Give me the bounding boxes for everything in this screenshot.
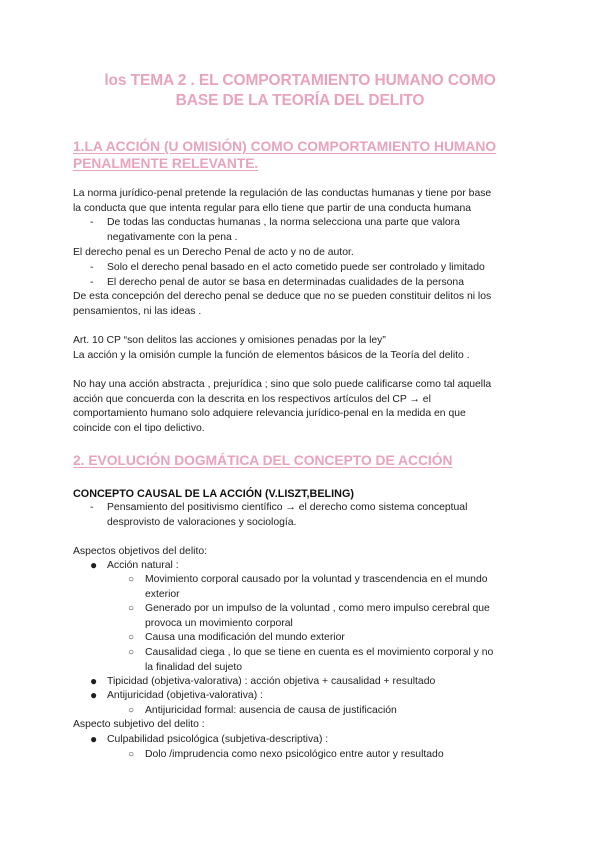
list-item: - El derecho penal de autor se basa en determinadas cualidades de la persona [107, 276, 537, 291]
dash-marker: - [90, 502, 94, 513]
section1-paragraph-3: De esta concepción del derecho penal se deduce que no se pueden constituir delitos ni los pensamientos, ni las ideas . [73, 291, 492, 317]
section1-paragraph-1: La norma jurídico-penal pretende la regulación de las conductas humanas y tiene por base la conducta que que intenta regular para ello tiene que partir de una conducta humana [73, 188, 492, 214]
dash-marker: - [90, 217, 94, 228]
section2-heading: 2. EVOLUCIÓN DOGMÁTICA DEL CONCEPTO DE ACCIÓN [73, 453, 453, 468]
list-item: ○ Causalidad ciega , lo que se tiene en cuenta es el movimiento corporal y no la finalidad del sujeto [128, 647, 494, 673]
list-item: ○ Dolo /imprudencia como nexo psicológico entre autor y resultado [145, 748, 540, 763]
list-item: ● Antijuricidad (objetiva-valorativa) : [90, 688, 263, 702]
dash-marker: - [90, 262, 94, 273]
dash-marker: - [90, 277, 94, 288]
article-quote: Art. 10 CP “son delitos las acciones y omisiones penadas por la ley” La acción y la omisión cumple la función de elementos básicos de la Teoría del delito . [73, 335, 470, 361]
objective-aspects-label: Aspectos objetivos del delito: [73, 546, 208, 557]
bullet-marker: ● [90, 674, 98, 688]
section2-subheading: CONCEPTO CAUSAL DE LA ACCIÓN (V.LISZT,BELING) [73, 488, 354, 500]
list-item: - Pensamiento del positivismo científico → el derecho como sistema conceptual desprovisto de valoraciones y sociología. [90, 502, 468, 528]
section1-heading: 1.LA ACCIÓN (U OMISIÓN) COMO COMPORTAMIENTO HUMANO PENALMENTE RELEVANTE. [73, 139, 497, 171]
list-item: - Solo el derecho penal basado en el acto cometido puede ser controlado y limitado [107, 261, 537, 276]
list-item: ● Culpabilidad psicológica (subjetiva-descriptiva) : [90, 732, 329, 746]
subjective-aspect-label: Aspecto subjetivo del delito : [73, 719, 205, 730]
circle-marker: ○ [128, 574, 135, 585]
circle-marker: ○ [128, 705, 135, 716]
circle-marker: ○ [128, 632, 135, 643]
list-item: ○ Antijuricidad formal: ausencia de causa de justificación [145, 704, 540, 719]
bullet-marker: ● [90, 732, 98, 746]
list-item: ○ Movimiento corporal causado por la voluntad y trascendencia en el mundo exterior [128, 574, 488, 600]
document-title: los TEMA 2 . EL COMPORTAMIENTO HUMANO COMO BASE DE LA TEORÍA DEL DELITO [104, 72, 496, 109]
bullet-marker: ● [90, 688, 98, 702]
list-item: ● Acción natural : [90, 558, 179, 572]
section1-paragraph-4: No hay una acción abstracta , prejurídica ; sino que solo puede calificarse como tal aquella acción que concuerda con la descrita en los respectivos artículos del CP → el comportamiento humano solo adquiere relevancia jurídico-penal en la medida en que coincide con el tipo delictivo. [73, 379, 492, 434]
list-item: ● Tipicidad (objetiva-valorativa) : acción objetiva + causalidad + resultado [90, 674, 436, 688]
list-item: - De todas las conductas humanas , la norma selecciona una parte que valora negativamente con la pena . [90, 217, 460, 243]
circle-marker: ○ [128, 749, 135, 760]
list-item: ○ Generado por un impulso de la voluntad , como mero impulso cerebral que provoca un movimiento corporal [128, 603, 490, 629]
circle-marker: ○ [128, 603, 135, 614]
circle-marker: ○ [128, 647, 135, 658]
list-item: ○ Causa una modificación del mundo exterior [145, 631, 540, 646]
section1-paragraph-2: El derecho penal es un Derecho Penal de acto y no de autor. [73, 247, 354, 258]
bullet-marker: ● [90, 558, 98, 572]
